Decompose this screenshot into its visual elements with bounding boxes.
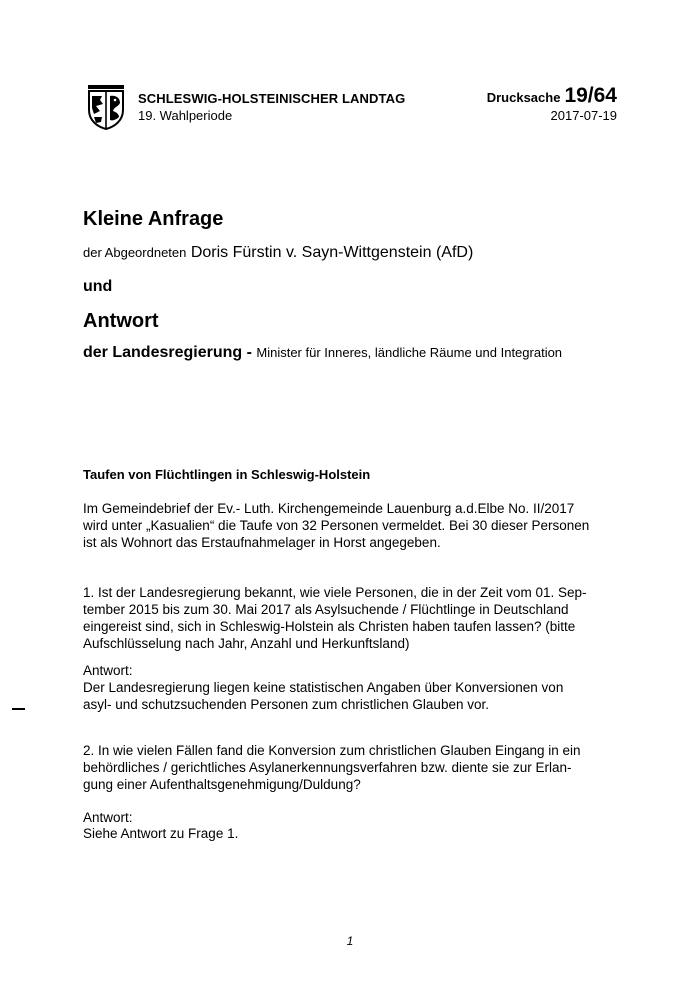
paragraph-line: asyl- und schutzsuchenden Personen zum christlichen Glauben vor. [83, 697, 489, 712]
paragraph-line: wird unter „Kasualien“ die Taufe von 32 Personen vermeldet. Bei 30 dieser Personen [83, 518, 590, 533]
author-prefix: der Abgeordneten [83, 245, 187, 260]
drucksache [487, 84, 617, 108]
paragraph-line: Im Gemeindebrief der Ev.- Luth. Kirchengemeinde Lauenburg a.d.Elbe No. II/2017 [83, 501, 575, 516]
answer-2-label: Antwort: [83, 810, 133, 825]
drucksache-label: Drucksache [486, 90, 561, 105]
paragraph-line: 2. In wie vielen Fällen fand die Konversion zum christlichen Glauben Eingang in ein [83, 743, 581, 758]
paragraph-line: tember 2015 bis zum 30. Mai 2017 als Asylsuchende / Flüchtlinge in Deutschland [83, 602, 569, 617]
topic-heading: Taufen von Flüchtlingen in Schleswig-Holstein [83, 467, 371, 482]
paragraph-line: gung einer Aufenthaltsgenehmigung/Duldung? [83, 777, 361, 792]
paragraph-line: eingereist sind, sich in Schleswig-Holstein als Christen haben taufen lassen? (bitte [83, 619, 576, 634]
answer-1-label: Antwort: [83, 663, 133, 678]
coat-of-arms-icon [86, 84, 126, 130]
paragraph-line: Aufschlüsselung nach Jahr, Anzahl und Herkunftsland) [83, 636, 410, 651]
author-line [83, 244, 473, 262]
author-name: Doris Fürstin v. Sayn-Wittgenstein (AfD) [190, 244, 474, 261]
heading-und: und [83, 278, 113, 295]
heading-kleine-anfrage: Kleine Anfrage [83, 208, 224, 230]
paragraph-line: Der Landesregierung liegen keine statistischen Angaben über Konversionen von [83, 680, 564, 695]
document-date: 2017-07-19 [550, 108, 617, 123]
margin-mark [12, 708, 25, 710]
paragraph-line: ist als Wohnort das Erstaufnahmelager in Horst angegeben. [83, 535, 441, 550]
answer-2: Siehe Antwort zu Frage 1. [83, 826, 239, 841]
government-label: der Landesregierung - [83, 344, 252, 361]
paragraph-line: behördliches / gerichtliches Asylanerkennungsverfahren bzw. diente sie zur Erlan- [83, 760, 572, 775]
question-1 [83, 584, 623, 652]
page-number: 1 [346, 934, 354, 948]
government-line [83, 344, 562, 362]
heading-antwort: Antwort [83, 310, 159, 332]
institution-name: SCHLESWIG-HOLSTEINISCHER LANDTAG [138, 91, 406, 106]
answer-1 [83, 679, 623, 713]
paragraph-line: 1. Ist der Landesregierung bekannt, wie viele Personen, die in der Zeit vom 01. Sep- [83, 585, 587, 600]
ministry-name: Minister für Inneres, ländliche Räume und Integration [256, 345, 563, 360]
question-2 [83, 742, 623, 793]
drucksache-number: 19/64 [564, 84, 617, 107]
intro-paragraph [83, 500, 623, 551]
electoral-period: 19. Wahlperiode [138, 108, 233, 123]
